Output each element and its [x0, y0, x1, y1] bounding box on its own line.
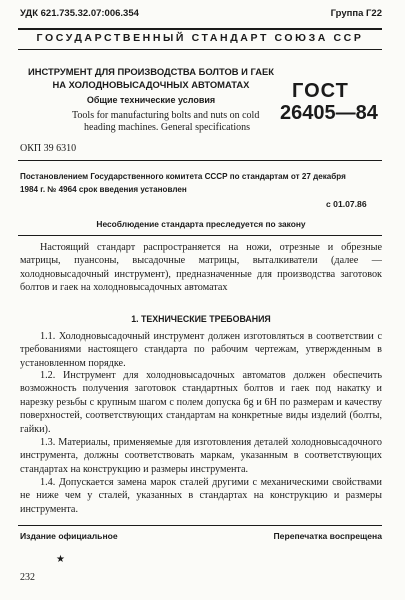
udk-code: УДК 621.735.32.07:006.354 — [20, 8, 139, 19]
gost-number: 26405—84 — [280, 102, 378, 124]
banner-rule — [18, 49, 382, 50]
clause-1-1: 1.1. Холодновысадочный инструмент должен изготовляться в соответствии с требованиями настоящего стандарта по рабочим чертежам, утвержденным в установленном порядке. — [20, 331, 382, 369]
effective-date: с 01.07.86 — [326, 199, 367, 209]
reprint-prohibited: Перепечатка воспрещена — [273, 531, 382, 541]
intro-paragraph: Настоящий стандарт распространяется на ножи, отрезные и обрезные матрицы, пуансоны, высадочные матрицы, выталкиватели (далее — холодновысадочный инструмент), предназначенные для производства заготовок болтов и гаек на холодновысадочных автоматах — [20, 242, 382, 294]
title-en-line2: heading machines. General specifications — [84, 122, 251, 133]
footer-rule — [18, 525, 382, 526]
title-ru-line1: ИНСТРУМЕНТ ДЛЯ ПРОИЗВОДСТВА БОЛТОВ И ГАЕК — [28, 66, 274, 77]
star-mark: ★ — [56, 554, 65, 565]
title-ru-line2: НА ХОЛОДНОВЫСАДОЧНЫХ АВТОМАТАХ — [52, 79, 250, 90]
okp-code: ОКП 39 6310 — [20, 143, 77, 154]
warning-rule — [18, 235, 382, 236]
standard-banner: ГОСУДАРСТВЕННЫЙ СТАНДАРТ СОЮЗА ССР — [36, 32, 364, 44]
top-rule — [18, 28, 382, 30]
legal-warning: Несоблюдение стандарта преследуется по закону — [96, 219, 306, 229]
clause-1-3: 1.3. Материалы, применяемые для изготовления деталей холодновысадочного инструмента, должны соответствовать маркам, указанным в соответствующих стандартах на конструкцию и размеры инструмента. — [20, 437, 382, 475]
page-number: 232 — [20, 572, 35, 583]
title-ru-subtitle: Общие технические условия — [86, 95, 216, 105]
official-edition: Издание официальное — [20, 531, 118, 541]
decree-line2: 1984 г. № 4964 срок введения установлен — [20, 185, 187, 194]
decree-line1: Постановлением Государственного комитета СССР по стандартам от 27 декабря — [20, 172, 346, 181]
group-code: Группа Г22 — [330, 8, 382, 19]
title-en-line1: Tools for manufacturing bolts and nuts on cold — [72, 110, 260, 121]
section-heading: 1. ТЕХНИЧЕСКИЕ ТРЕБОВАНИЯ — [131, 314, 271, 324]
clause-1-4: 1.4. Допускается замена марок сталей другими с механическими свойствами не ниже чем у сталей, указанных в стандартах на конструкцию и размеры инструмента. — [20, 477, 382, 515]
clause-1-2: 1.2. Инструмент для холодновысадочных автоматов должен обеспечить возможность получения заготовок стандартных болтов и гаек под накатку и нарезку резьбы с крупным шагом с полем допуска 6g и 6H по размерам и качеству поверхностей, соответствующих стандартам на конкретные виды изделий (болты, гайки). — [20, 370, 382, 435]
gost-word: ГОСТ — [292, 80, 349, 102]
okp-rule — [18, 160, 382, 161]
